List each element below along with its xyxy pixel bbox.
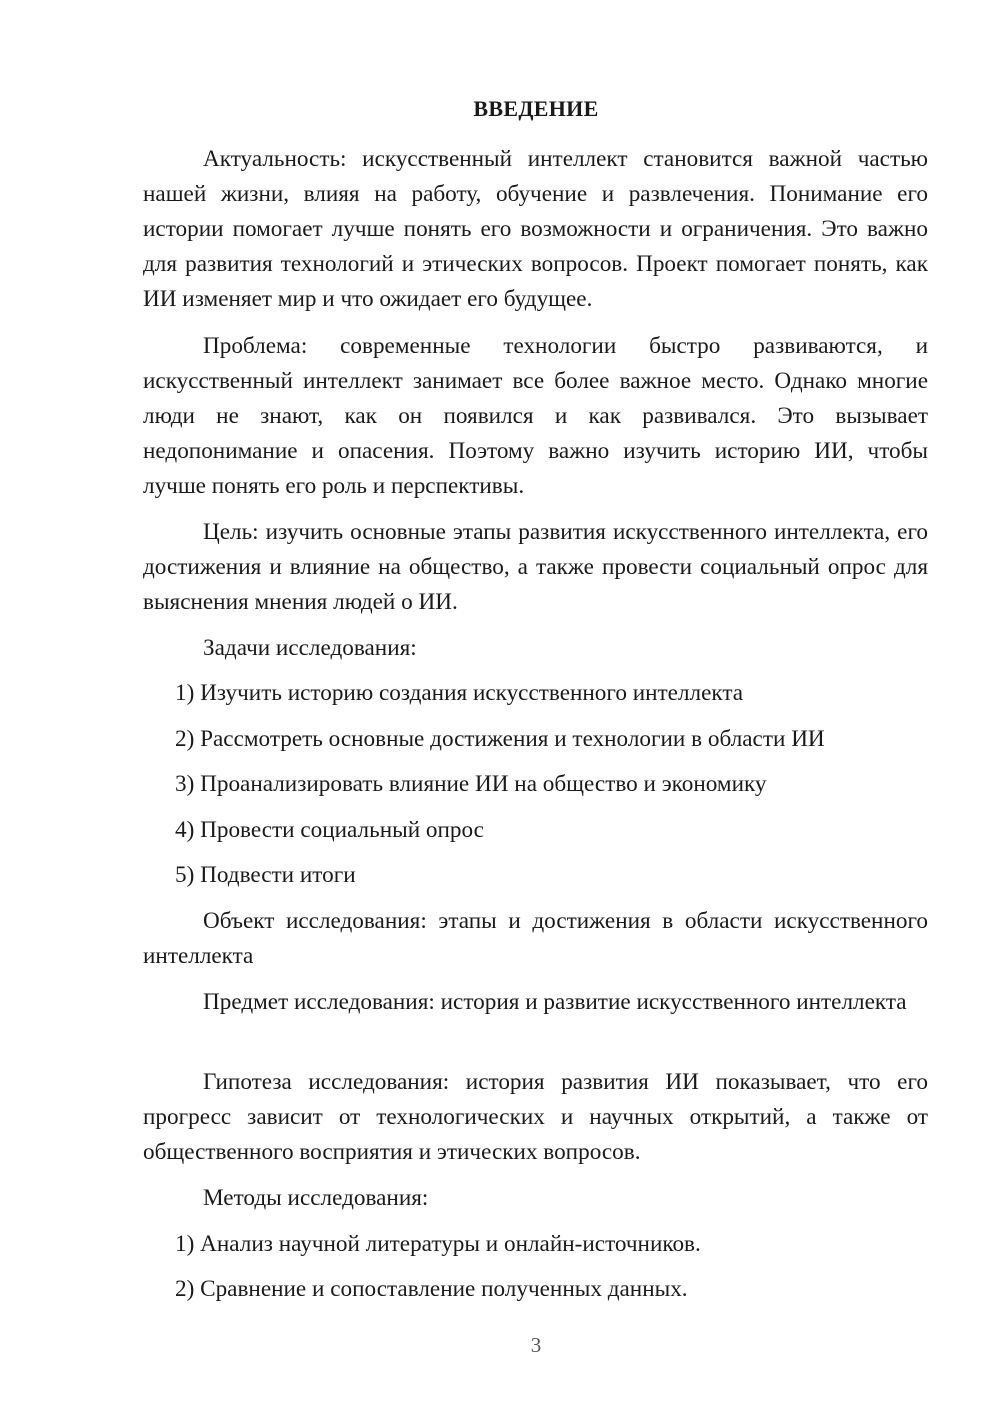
task-item-4: 4) Провести социальный опрос <box>175 817 484 843</box>
page-title: ВВЕДЕНИЕ <box>473 96 599 121</box>
paragraph-subject: Предмет исследования: история и развитие искусственного интеллекта <box>203 989 907 1015</box>
tasks-title: Задачи исследования: <box>203 635 417 661</box>
paragraph-hypothesis: Гипотеза исследования: история развития ИИ показывает, что его прогресс зависит от технологических и научных открытий, а также от общественного восприятия и этических вопросов. <box>143 1069 928 1165</box>
method-item-1: 1) Анализ научной литературы и онлайн-источников. <box>175 1231 701 1257</box>
task-item-3: 3) Проанализировать влияние ИИ на общество и экономику <box>175 771 767 797</box>
task-item-1: 1) Изучить историю создания искусственного интеллекта <box>175 680 744 706</box>
method-item-2: 2) Сравнение и сопоставление полученных данных. <box>175 1276 688 1302</box>
paragraph-problem: Проблема: современные технологии быстро развиваются, и искусственный интеллект занимает все более важное место. Однако многие люди не знают, как он появился и как развивался. Это вызывает недопонимание и опасения. Поэтому важно изучить историю ИИ, чтобы лучше понять его роль и перспективы. <box>143 333 928 499</box>
paragraph-goal: Цель: изучить основные этапы развития искусственного интеллекта, его достижения и влияние на общество, а также провести социальный опрос для выяснения мнения людей о ИИ. <box>143 519 928 615</box>
task-item-2: 2) Рассмотреть основные достижения и технологии в области ИИ <box>175 726 825 752</box>
paragraph-relevance: Актуальность: искусственный интеллект становится важной частью нашей жизни, влияя на работу, обучение и развлечения. Понимание его истории помогает лучше понять его возможности и ограничения. Это важно для развития технологий и этических вопросов. Проект помогает понять, как ИИ изменяет мир и что ожидает его будущее. <box>143 146 928 312</box>
paragraph-object: Объект исследования: этапы и достижения в области искусственного интеллекта <box>143 908 928 969</box>
methods-title: Методы исследования: <box>203 1185 429 1211</box>
page-number: 3 <box>530 1333 542 1357</box>
task-item-5: 5) Подвести итоги <box>175 862 356 888</box>
